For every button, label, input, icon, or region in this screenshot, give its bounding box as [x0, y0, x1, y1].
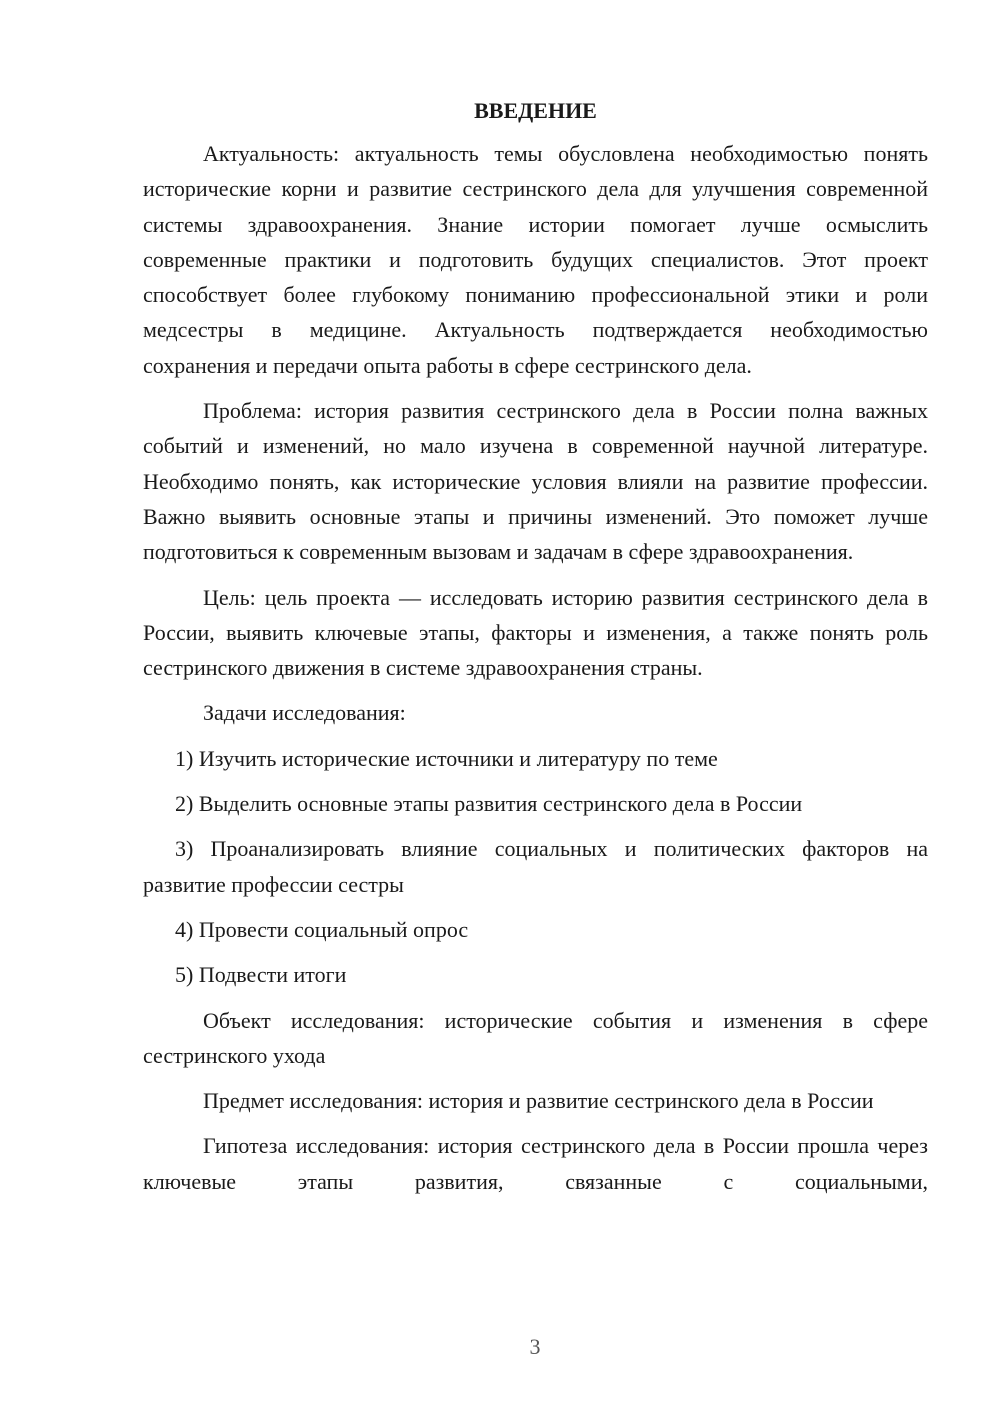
- task-item: 5) Подвести итоги: [175, 962, 347, 988]
- task-item: 1) Изучить исторические источники и литературу по теме: [175, 745, 718, 771]
- paragraph-relevance: Актуальность: актуальность темы обусловлена необходимостью понять исторические корни и развитие сестринского дела для улучшения современной системы здравоохранения. Знание истории помогает лучше осмыслить современные практики и подготовить будущих специалистов. Этот проект способствует более глубокому пониманию профессиональной этики и роли медсестры в медицине. Актуальность подтверждается необходимостью сохранения и передачи опыта работы в сфере сестринского дела.: [143, 141, 928, 378]
- task-item: 4) Провести социальный опрос: [175, 916, 469, 942]
- task-item: 2) Выделить основные этапы развития сестринского дела в России: [175, 791, 803, 817]
- paragraph-problem: Проблема: история развития сестринского дела в России полна важных событий и изменений, но мало изучена в современной научной литературе. Необходимо понять, как исторические условия влияли на развитие профессии. Важно выявить основные этапы и причины изменений. Это поможет лучше подготовиться к современным вызовам и задачам в сфере здравоохранения.: [143, 398, 928, 565]
- task-item: 3) Проанализировать влияние социальных и политических факторов на развитие профессии сестры: [143, 836, 928, 897]
- paragraph-subject: Предмет исследования: история и развитие сестринского дела в России: [203, 1088, 874, 1114]
- paragraph-goal: Цель: цель проекта — исследовать историю развития сестринского дела в России, выявить ключевые этапы, факторы и изменения, а также понять роль сестринского движения в системе здравоохранения страны.: [143, 584, 928, 681]
- page-title: ВВЕДЕНИЕ: [474, 98, 597, 123]
- paragraph-object: Объект исследования: исторические события и изменения в сфере сестринского ухода: [143, 1007, 928, 1068]
- paragraph-hypothesis: Гипотеза исследования: история сестринского дела в России прошла через ключевые этапы развития, связанные с социальными,: [143, 1133, 928, 1194]
- paragraph-tasks-heading: Задачи исследования:: [203, 700, 406, 726]
- document-page: [143, 96, 928, 1209]
- page-number: 3: [529, 1334, 541, 1359]
